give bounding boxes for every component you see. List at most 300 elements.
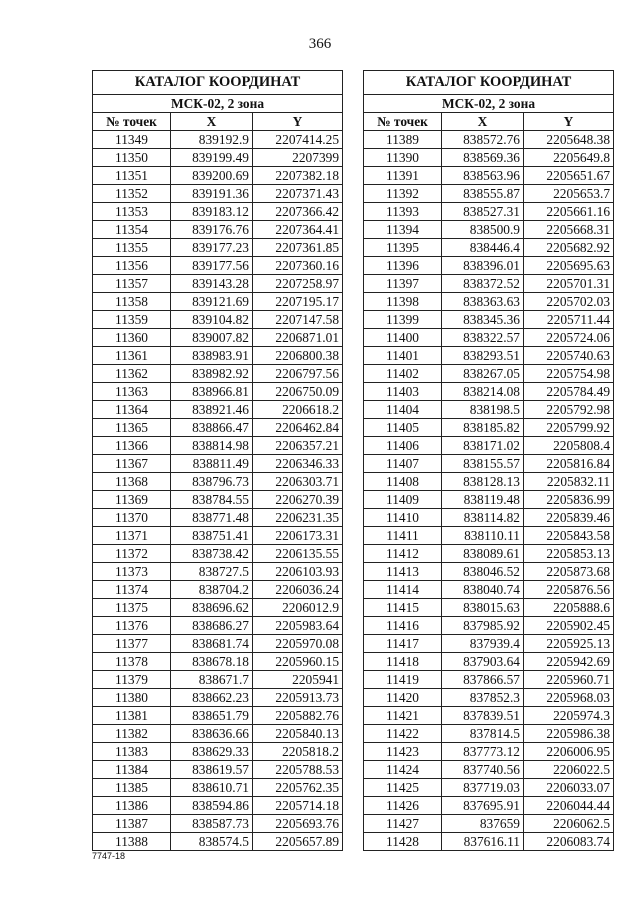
point-number-cell: 11368	[93, 473, 171, 491]
point-number-cell: 11397	[364, 275, 442, 293]
table-row	[93, 347, 343, 365]
point-number-cell: 11383	[93, 743, 171, 761]
x-coordinate-cell: 839104.82	[171, 311, 253, 329]
table-subtitle: МСК-02, 2 зона	[364, 95, 614, 113]
table-row	[364, 653, 614, 671]
point-number-cell: 11390	[364, 149, 442, 167]
point-number-cell: 11414	[364, 581, 442, 599]
y-coordinate-cell: 2206036.24	[253, 581, 343, 599]
table-row	[364, 779, 614, 797]
x-coordinate-cell: 838089.61	[442, 545, 524, 563]
x-coordinate-cell: 837814.5	[442, 725, 524, 743]
y-coordinate-cell: 2207360.16	[253, 257, 343, 275]
x-coordinate-cell: 839183.12	[171, 203, 253, 221]
x-coordinate-cell: 838651.79	[171, 707, 253, 725]
table-row	[93, 149, 343, 167]
table-title: КАТАЛОГ КООРДИНАТ	[364, 71, 614, 95]
point-number-cell: 11410	[364, 509, 442, 527]
x-coordinate-cell: 839192.9	[171, 131, 253, 149]
point-number-cell: 11421	[364, 707, 442, 725]
table-row	[93, 617, 343, 635]
y-coordinate-cell: 2207361.85	[253, 239, 343, 257]
point-number-cell: 11385	[93, 779, 171, 797]
table-row	[364, 815, 614, 833]
y-coordinate-cell: 2206012.9	[253, 599, 343, 617]
table-row	[364, 599, 614, 617]
y-coordinate-cell: 2205788.53	[253, 761, 343, 779]
y-coordinate-cell: 2206357.21	[253, 437, 343, 455]
table-row	[364, 275, 614, 293]
x-coordinate-cell: 838500.9	[442, 221, 524, 239]
point-number-cell: 11399	[364, 311, 442, 329]
point-number-cell: 11395	[364, 239, 442, 257]
x-coordinate-cell: 839177.23	[171, 239, 253, 257]
x-coordinate-cell: 838686.27	[171, 617, 253, 635]
table-row	[93, 743, 343, 761]
table-row	[364, 509, 614, 527]
point-number-cell: 11380	[93, 689, 171, 707]
y-coordinate-cell: 2206231.35	[253, 509, 343, 527]
point-number-cell: 11402	[364, 365, 442, 383]
x-coordinate-cell: 838727.5	[171, 563, 253, 581]
y-coordinate-cell: 2205702.03	[524, 293, 614, 311]
x-coordinate-cell: 838267.05	[442, 365, 524, 383]
point-number-cell: 11370	[93, 509, 171, 527]
point-number-cell: 11387	[93, 815, 171, 833]
point-number-cell: 11401	[364, 347, 442, 365]
x-coordinate-cell: 838982.92	[171, 365, 253, 383]
x-coordinate-cell: 838594.86	[171, 797, 253, 815]
x-coordinate-cell: 838555.87	[442, 185, 524, 203]
y-coordinate-cell: 2205711.44	[524, 311, 614, 329]
table-row	[364, 527, 614, 545]
table-row	[364, 221, 614, 239]
table-row	[364, 293, 614, 311]
y-coordinate-cell: 2206022.5	[524, 761, 614, 779]
x-coordinate-cell: 839176.76	[171, 221, 253, 239]
y-coordinate-cell: 2205740.63	[524, 347, 614, 365]
table-row	[364, 149, 614, 167]
point-number-cell: 11362	[93, 365, 171, 383]
table-row	[364, 347, 614, 365]
point-number-cell: 11361	[93, 347, 171, 365]
x-coordinate-cell: 838345.36	[442, 311, 524, 329]
x-coordinate-cell: 838322.57	[442, 329, 524, 347]
table-row	[364, 617, 614, 635]
table-row	[364, 257, 614, 275]
x-coordinate-cell: 837695.91	[442, 797, 524, 815]
coordinate-table-right	[363, 70, 614, 851]
point-number-cell: 11355	[93, 239, 171, 257]
y-coordinate-cell: 2205839.46	[524, 509, 614, 527]
y-coordinate-cell: 2205818.2	[253, 743, 343, 761]
y-coordinate-cell: 2207399	[253, 149, 343, 167]
y-coordinate-cell: 2206346.33	[253, 455, 343, 473]
table-row	[364, 725, 614, 743]
table-row	[93, 185, 343, 203]
point-number-cell: 11372	[93, 545, 171, 563]
point-number-cell: 11377	[93, 635, 171, 653]
table-row	[364, 491, 614, 509]
table-row	[93, 707, 343, 725]
x-coordinate-cell: 839177.56	[171, 257, 253, 275]
point-number-cell: 11353	[93, 203, 171, 221]
table-row	[364, 545, 614, 563]
point-number-cell: 11425	[364, 779, 442, 797]
table-body	[364, 131, 614, 851]
y-coordinate-cell: 2205724.06	[524, 329, 614, 347]
table-row	[93, 761, 343, 779]
point-number-cell: 11366	[93, 437, 171, 455]
table-row	[93, 401, 343, 419]
table-row	[364, 833, 614, 851]
table-row	[93, 671, 343, 689]
x-coordinate-cell: 837852.3	[442, 689, 524, 707]
y-coordinate-cell: 2205714.18	[253, 797, 343, 815]
y-coordinate-cell: 2205882.76	[253, 707, 343, 725]
y-coordinate-cell: 2205784.49	[524, 383, 614, 401]
y-coordinate-cell: 2207147.58	[253, 311, 343, 329]
table-row	[364, 419, 614, 437]
y-coordinate-cell: 2205657.89	[253, 833, 343, 851]
point-number-cell: 11423	[364, 743, 442, 761]
x-coordinate-cell: 838771.48	[171, 509, 253, 527]
table-row	[93, 383, 343, 401]
y-coordinate-cell: 2205661.16	[524, 203, 614, 221]
table-row	[364, 239, 614, 257]
y-coordinate-cell: 2206083.74	[524, 833, 614, 851]
point-number-cell: 11367	[93, 455, 171, 473]
y-coordinate-cell: 2205876.56	[524, 581, 614, 599]
y-coordinate-cell: 2205693.76	[253, 815, 343, 833]
y-coordinate-cell: 2205832.11	[524, 473, 614, 491]
point-number-cell: 11358	[93, 293, 171, 311]
y-coordinate-cell: 2206006.95	[524, 743, 614, 761]
point-number-cell: 11418	[364, 653, 442, 671]
x-coordinate-cell: 839143.28	[171, 275, 253, 293]
y-coordinate-cell: 2205648.38	[524, 131, 614, 149]
y-coordinate-cell: 2205799.92	[524, 419, 614, 437]
x-coordinate-cell: 837659	[442, 815, 524, 833]
y-coordinate-cell: 2205682.92	[524, 239, 614, 257]
table-row	[93, 599, 343, 617]
column-header-y: Y	[524, 113, 614, 131]
y-coordinate-cell: 2205902.45	[524, 617, 614, 635]
y-coordinate-cell: 2207382.18	[253, 167, 343, 185]
x-coordinate-cell: 837939.4	[442, 635, 524, 653]
column-header-x: X	[442, 113, 524, 131]
y-coordinate-cell: 2206135.55	[253, 545, 343, 563]
table-row	[93, 221, 343, 239]
y-coordinate-cell: 2205968.03	[524, 689, 614, 707]
point-number-cell: 11403	[364, 383, 442, 401]
y-coordinate-cell: 2205970.08	[253, 635, 343, 653]
x-coordinate-cell: 839121.69	[171, 293, 253, 311]
point-number-cell: 11391	[364, 167, 442, 185]
y-coordinate-cell: 2207414.25	[253, 131, 343, 149]
column-header-y: Y	[253, 113, 343, 131]
x-coordinate-cell: 839191.36	[171, 185, 253, 203]
x-coordinate-cell: 837903.64	[442, 653, 524, 671]
table-row	[364, 383, 614, 401]
point-number-cell: 11378	[93, 653, 171, 671]
table-row	[364, 761, 614, 779]
point-number-cell: 11427	[364, 815, 442, 833]
table-row	[93, 257, 343, 275]
y-coordinate-cell: 2206303.71	[253, 473, 343, 491]
y-coordinate-cell: 2205983.64	[253, 617, 343, 635]
table-row	[364, 311, 614, 329]
y-coordinate-cell: 2205925.13	[524, 635, 614, 653]
point-number-cell: 11398	[364, 293, 442, 311]
x-coordinate-cell: 837985.92	[442, 617, 524, 635]
point-number-cell: 11386	[93, 797, 171, 815]
column-header-x: X	[171, 113, 253, 131]
y-coordinate-cell: 2205873.68	[524, 563, 614, 581]
x-coordinate-cell: 838671.7	[171, 671, 253, 689]
table-row	[364, 689, 614, 707]
y-coordinate-cell: 2205695.63	[524, 257, 614, 275]
point-number-cell: 11412	[364, 545, 442, 563]
point-number-cell: 11360	[93, 329, 171, 347]
table-row	[364, 671, 614, 689]
point-number-cell: 11374	[93, 581, 171, 599]
x-coordinate-cell: 838040.74	[442, 581, 524, 599]
y-coordinate-cell: 2205653.7	[524, 185, 614, 203]
table-row	[93, 329, 343, 347]
table-row	[93, 815, 343, 833]
x-coordinate-cell: 838704.2	[171, 581, 253, 599]
x-coordinate-cell: 838636.66	[171, 725, 253, 743]
x-coordinate-cell: 838563.96	[442, 167, 524, 185]
x-coordinate-cell: 838293.51	[442, 347, 524, 365]
point-number-cell: 11371	[93, 527, 171, 545]
table-row	[93, 545, 343, 563]
x-coordinate-cell: 839007.82	[171, 329, 253, 347]
table-row	[93, 203, 343, 221]
x-coordinate-cell: 838110.11	[442, 527, 524, 545]
x-coordinate-cell: 838784.55	[171, 491, 253, 509]
point-number-cell: 11406	[364, 437, 442, 455]
point-number-cell: 11379	[93, 671, 171, 689]
x-coordinate-cell: 838446.4	[442, 239, 524, 257]
table-row	[364, 167, 614, 185]
y-coordinate-cell: 2205808.4	[524, 437, 614, 455]
point-number-cell: 11417	[364, 635, 442, 653]
point-number-cell: 11352	[93, 185, 171, 203]
y-coordinate-cell: 2205913.73	[253, 689, 343, 707]
point-number-cell: 11381	[93, 707, 171, 725]
y-coordinate-cell: 2205792.98	[524, 401, 614, 419]
x-coordinate-cell: 838678.18	[171, 653, 253, 671]
point-number-cell: 11422	[364, 725, 442, 743]
x-coordinate-cell: 838574.5	[171, 833, 253, 851]
y-coordinate-cell: 2205836.99	[524, 491, 614, 509]
point-number-cell: 11424	[364, 761, 442, 779]
y-coordinate-cell: 2206033.07	[524, 779, 614, 797]
table-row	[364, 635, 614, 653]
y-coordinate-cell: 2206800.38	[253, 347, 343, 365]
y-coordinate-cell: 2205986.38	[524, 725, 614, 743]
x-coordinate-cell: 837719.03	[442, 779, 524, 797]
table-row	[364, 329, 614, 347]
point-number-cell: 11354	[93, 221, 171, 239]
point-number-cell: 11388	[93, 833, 171, 851]
table-row	[364, 473, 614, 491]
x-coordinate-cell: 838214.08	[442, 383, 524, 401]
point-number-cell: 11396	[364, 257, 442, 275]
table-row	[93, 293, 343, 311]
y-coordinate-cell: 2205754.98	[524, 365, 614, 383]
y-coordinate-cell: 2205974.3	[524, 707, 614, 725]
point-number-cell: 11351	[93, 167, 171, 185]
y-coordinate-cell: 2206062.5	[524, 815, 614, 833]
y-coordinate-cell: 2205942.69	[524, 653, 614, 671]
x-coordinate-cell: 838119.48	[442, 491, 524, 509]
catalog-table	[363, 70, 614, 851]
x-coordinate-cell: 838155.57	[442, 455, 524, 473]
y-coordinate-cell: 2205941	[253, 671, 343, 689]
catalog-table	[92, 70, 343, 851]
point-number-cell: 11375	[93, 599, 171, 617]
table-row	[93, 833, 343, 851]
point-number-cell: 11415	[364, 599, 442, 617]
y-coordinate-cell: 2206618.2	[253, 401, 343, 419]
x-coordinate-cell: 838619.57	[171, 761, 253, 779]
x-coordinate-cell: 838363.63	[442, 293, 524, 311]
table-row	[364, 563, 614, 581]
x-coordinate-cell: 838921.46	[171, 401, 253, 419]
table-title: КАТАЛОГ КООРДИНАТ	[93, 71, 343, 95]
point-number-cell: 11413	[364, 563, 442, 581]
table-row	[93, 779, 343, 797]
x-coordinate-cell: 838527.31	[442, 203, 524, 221]
x-coordinate-cell: 837616.11	[442, 833, 524, 851]
table-row	[93, 275, 343, 293]
point-number-cell: 11384	[93, 761, 171, 779]
table-row	[93, 527, 343, 545]
table-row	[93, 689, 343, 707]
table-subtitle: МСК-02, 2 зона	[93, 95, 343, 113]
point-number-cell: 11426	[364, 797, 442, 815]
point-number-cell: 11409	[364, 491, 442, 509]
table-row	[364, 797, 614, 815]
column-header-point: № точек	[364, 113, 442, 131]
table-row	[93, 455, 343, 473]
point-number-cell: 11382	[93, 725, 171, 743]
y-coordinate-cell: 2205843.58	[524, 527, 614, 545]
x-coordinate-cell: 838587.73	[171, 815, 253, 833]
point-number-cell: 11394	[364, 221, 442, 239]
y-coordinate-cell: 2205960.15	[253, 653, 343, 671]
y-coordinate-cell: 2205651.67	[524, 167, 614, 185]
point-number-cell: 11365	[93, 419, 171, 437]
point-number-cell: 11408	[364, 473, 442, 491]
y-coordinate-cell: 2206750.09	[253, 383, 343, 401]
y-coordinate-cell: 2207258.97	[253, 275, 343, 293]
x-coordinate-cell: 838128.13	[442, 473, 524, 491]
x-coordinate-cell: 838866.47	[171, 419, 253, 437]
point-number-cell: 11400	[364, 329, 442, 347]
y-coordinate-cell: 2206103.93	[253, 563, 343, 581]
point-number-cell: 11359	[93, 311, 171, 329]
x-coordinate-cell: 838696.62	[171, 599, 253, 617]
column-header-point: № точек	[93, 113, 171, 131]
x-coordinate-cell: 838171.02	[442, 437, 524, 455]
x-coordinate-cell: 838629.33	[171, 743, 253, 761]
x-coordinate-cell: 838569.36	[442, 149, 524, 167]
table-row	[364, 455, 614, 473]
table-row	[364, 581, 614, 599]
x-coordinate-cell: 838114.82	[442, 509, 524, 527]
y-coordinate-cell: 2205701.31	[524, 275, 614, 293]
table-row	[93, 797, 343, 815]
point-number-cell: 11419	[364, 671, 442, 689]
y-coordinate-cell: 2206270.39	[253, 491, 343, 509]
y-coordinate-cell: 2206462.84	[253, 419, 343, 437]
table-row	[93, 419, 343, 437]
table-row	[93, 509, 343, 527]
x-coordinate-cell: 838572.76	[442, 131, 524, 149]
x-coordinate-cell: 837740.56	[442, 761, 524, 779]
table-row	[93, 311, 343, 329]
x-coordinate-cell: 838983.91	[171, 347, 253, 365]
y-coordinate-cell: 2206797.56	[253, 365, 343, 383]
x-coordinate-cell: 838046.52	[442, 563, 524, 581]
y-coordinate-cell: 2206044.44	[524, 797, 614, 815]
x-coordinate-cell: 837839.51	[442, 707, 524, 725]
x-coordinate-cell: 839200.69	[171, 167, 253, 185]
y-coordinate-cell: 2205840.13	[253, 725, 343, 743]
x-coordinate-cell: 838966.81	[171, 383, 253, 401]
x-coordinate-cell: 837866.57	[442, 671, 524, 689]
x-coordinate-cell: 838396.01	[442, 257, 524, 275]
x-coordinate-cell: 838811.49	[171, 455, 253, 473]
x-coordinate-cell: 838185.82	[442, 419, 524, 437]
x-coordinate-cell: 838796.73	[171, 473, 253, 491]
y-coordinate-cell: 2207195.17	[253, 293, 343, 311]
y-coordinate-cell: 2207366.42	[253, 203, 343, 221]
y-coordinate-cell: 2205816.84	[524, 455, 614, 473]
y-coordinate-cell: 2205762.35	[253, 779, 343, 797]
table-row	[364, 707, 614, 725]
table-row	[93, 239, 343, 257]
table-row	[364, 203, 614, 221]
table-row	[93, 473, 343, 491]
table-row	[93, 437, 343, 455]
point-number-cell: 11392	[364, 185, 442, 203]
table-row	[93, 563, 343, 581]
table-row	[93, 581, 343, 599]
y-coordinate-cell: 2207371.43	[253, 185, 343, 203]
point-number-cell: 11416	[364, 617, 442, 635]
table-row	[364, 185, 614, 203]
x-coordinate-cell: 838198.5	[442, 401, 524, 419]
y-coordinate-cell: 2207364.41	[253, 221, 343, 239]
x-coordinate-cell: 839199.49	[171, 149, 253, 167]
point-number-cell: 11428	[364, 833, 442, 851]
table-row	[93, 653, 343, 671]
table-row	[93, 725, 343, 743]
y-coordinate-cell: 2206871.01	[253, 329, 343, 347]
table-row	[364, 437, 614, 455]
x-coordinate-cell: 838662.23	[171, 689, 253, 707]
table-row	[364, 365, 614, 383]
x-coordinate-cell: 838610.71	[171, 779, 253, 797]
point-number-cell: 11373	[93, 563, 171, 581]
coordinate-table-left	[92, 70, 343, 851]
document-code: 7747-18	[92, 851, 126, 861]
